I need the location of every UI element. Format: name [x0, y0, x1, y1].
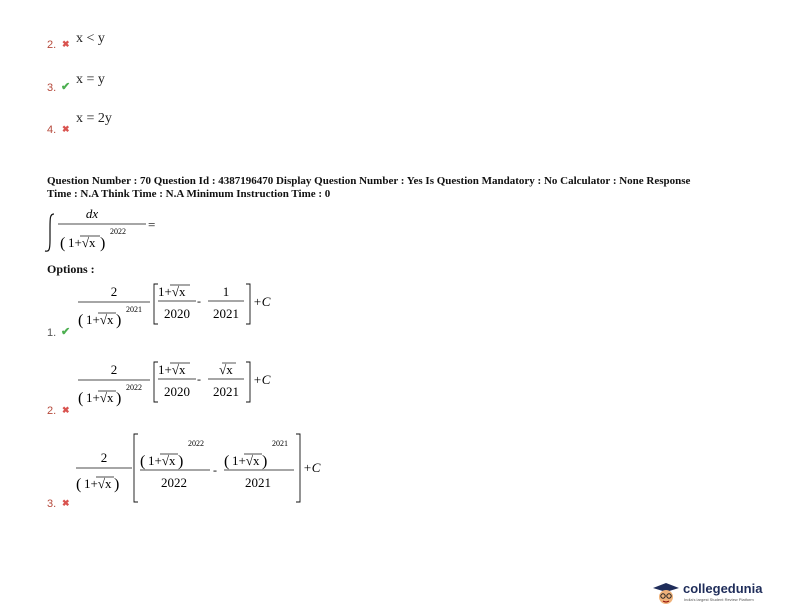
- plus-constant: +C: [253, 294, 271, 309]
- open-paren: (: [76, 476, 82, 493]
- minus-sign: -: [197, 294, 201, 308]
- integral-exponent: 2022: [110, 227, 126, 236]
- denominator-base: 1+√x: [84, 476, 112, 491]
- close-paren: ): [116, 312, 122, 329]
- question-meta: [47, 175, 767, 201]
- option-number: 2.: [47, 405, 57, 417]
- correct-mark-icon: ✔: [61, 81, 71, 93]
- term-a-denominator: 2020: [164, 306, 190, 321]
- term-b-exponent: 2021: [272, 439, 288, 448]
- integral-numerator: dx: [85, 206, 99, 221]
- options-label: Options :: [47, 262, 95, 276]
- option-2-formula: [70, 358, 290, 418]
- integral-base: 1+√x: [68, 235, 96, 250]
- term-b-numerator: 1: [222, 284, 230, 299]
- term-a-exponent: 2022: [188, 439, 204, 448]
- close-paren-b: ): [262, 453, 268, 470]
- close-paren: ): [116, 390, 122, 407]
- term-b-denominator: 2021: [213, 384, 239, 399]
- collegedunia-logo: [651, 580, 787, 606]
- question-integral: [40, 200, 160, 258]
- option-number: 3.: [47, 498, 57, 510]
- term-a-denominator: 2020: [164, 384, 190, 399]
- term-a-denominator: 2022: [161, 475, 187, 490]
- option-text: x = y: [76, 72, 105, 87]
- option-3-formula: [70, 432, 340, 504]
- option-number: 2.: [47, 39, 57, 51]
- question-meta-line1: Question Number : 70 Question Id : 4387196470 Display Question Number : Yes Is Question Mandatory : No Calculator : None Response: [47, 175, 691, 187]
- term-b-denominator: 2021: [245, 475, 271, 490]
- term-a-numerator: 1+√x: [158, 284, 186, 299]
- plus-constant: +C: [303, 460, 321, 475]
- question-meta-line2: Time : N.A Think Time : N.A Minimum Instruction Time : 0: [47, 188, 331, 200]
- minus-sign: -: [213, 463, 217, 477]
- term-a-base: 1+√x: [148, 453, 176, 468]
- option-text: x = 2y: [76, 111, 112, 126]
- brand-name: collegedunia: [683, 581, 763, 596]
- minus-sign: -: [197, 372, 201, 386]
- term-b-base: 1+√x: [232, 453, 260, 468]
- wrong-mark-icon: ✖: [62, 124, 70, 134]
- correct-mark-icon: ✔: [61, 326, 71, 338]
- option-number: 4.: [47, 124, 57, 136]
- open-paren: (: [60, 235, 66, 252]
- option-number: 3.: [47, 82, 57, 94]
- term-b-denominator: 2021: [213, 306, 239, 321]
- coefficient: 2: [110, 284, 118, 299]
- close-paren-a: ): [178, 453, 184, 470]
- term-a-numerator: 1+√x: [158, 362, 186, 377]
- coefficient: 2: [100, 450, 108, 465]
- option-1-formula: [70, 280, 290, 340]
- equals-sign: =: [148, 217, 156, 232]
- denominator-exponent: 2021: [126, 305, 142, 314]
- open-paren: (: [78, 312, 84, 329]
- wrong-mark-icon: ✖: [62, 498, 70, 508]
- option-text: x < y: [76, 31, 105, 46]
- open-paren-a: (: [140, 453, 146, 470]
- option-number: 1.: [47, 327, 57, 339]
- denominator-exponent: 2022: [126, 383, 142, 392]
- mascot-icon: [651, 580, 681, 606]
- denominator-base: 1+√x: [86, 312, 114, 327]
- wrong-mark-icon: ✖: [62, 39, 70, 49]
- denominator-base: 1+√x: [86, 390, 114, 405]
- coefficient: 2: [110, 362, 118, 377]
- open-paren: (: [78, 390, 84, 407]
- wrong-mark-icon: ✖: [62, 405, 70, 415]
- plus-constant: +C: [253, 372, 271, 387]
- close-paren: ): [114, 476, 120, 493]
- close-paren: ): [100, 235, 106, 252]
- term-b-numerator: √x: [219, 362, 233, 377]
- open-paren-b: (: [224, 453, 230, 470]
- brand-tagline: India's largest Student Review Platform: [684, 597, 754, 602]
